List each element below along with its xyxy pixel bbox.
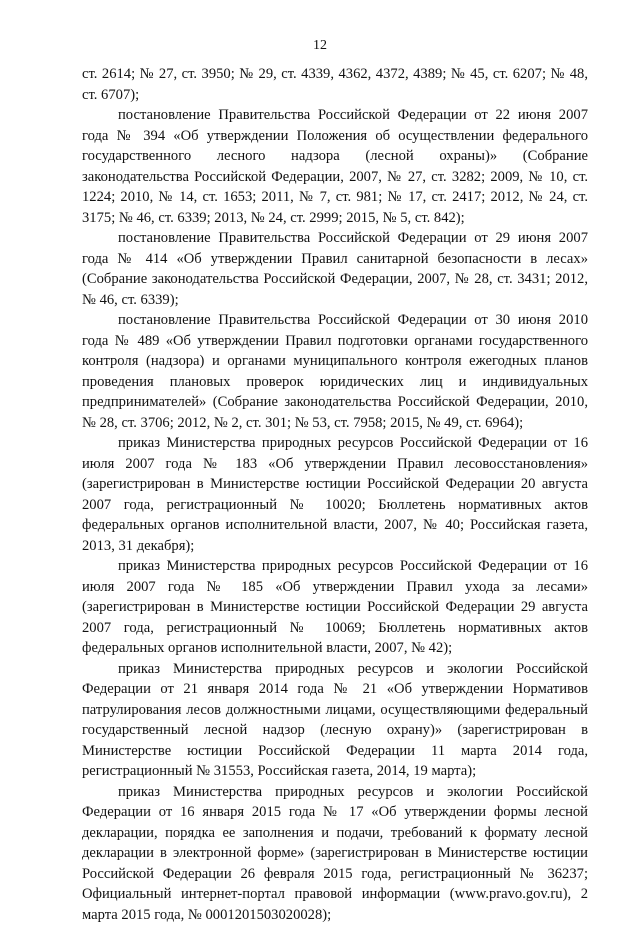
page-number: 12 bbox=[0, 38, 640, 54]
document-body bbox=[82, 64, 588, 925]
paragraph-decree-414: постановление Правительства Российской Федерации от 29 июня 2007 года № 414 «Об утверждении Правил санитарной безопасности в лесах» (Собрание законодательства Российской Федерации, 2007, № 28, ст. 3431; 2012, № 46, ст. 6339); bbox=[82, 228, 588, 310]
paragraph-order-17: приказ Министерства природных ресурсов и экологии Российской Федерации от 16 января 2015 года № 17 «Об утверждении формы лесной декларации, порядка ее заполнения и подачи, требований к формату лесной декларации в электронной форме» (зарегистрирован в Министерстве юстиции Российской Федерации 26 февраля 2015 года, регистрационный № 36237; Официальный интернет-портал правовой информации (www.pravo.gov.ru), 2 марта 2015 года, № 0001201503020028); bbox=[82, 782, 588, 925]
paragraph-order-185: приказ Министерства природных ресурсов Российской Федерации от 16 июля 2007 года № 185 «Об утверждении Правил ухода за лесами» (зарегистрирован в Министерстве юстиции Российской Федерации 29 августа 2007 года, регистрационный № 10069; Бюллетень нормативных актов федеральных органов исполнительной власти, 2007, № 42); bbox=[82, 556, 588, 659]
paragraph-order-21: приказ Министерства природных ресурсов и экологии Российской Федерации от 21 января 2014 года № 21 «Об утверждении Нормативов патрулирования лесов должностными лицами, осуществляющими федеральный государственный лесной надзор (лесную охрану)» (зарегистрирован в Министерстве юстиции Российской Федерации 11 марта 2014 года, регистрационный № 31553, Российская газета, 2014, 19 марта); bbox=[82, 659, 588, 782]
paragraph-order-183: приказ Министерства природных ресурсов Российской Федерации от 16 июля 2007 года № 183 «Об утверждении Правил лесовосстановления» (зарегистрирован в Министерстве юстиции Российской Федерации 20 августа 2007 года, регистрационный № 10020; Бюллетень нормативных актов федеральных органов исполнительной власти, 2007, № 40; Российская газета, 2013, 31 декабря); bbox=[82, 433, 588, 556]
paragraph-decree-394: постановление Правительства Российской Федерации от 22 июня 2007 года № 394 «Об утверждении Положения об осуществлении федерального государственного лесного надзора (лесной охраны)» (Собрание законодательства Российской Федерации, 2007, № 27, ст. 3282; 2009, № 10, ст. 1224; 2010, № 14, ст. 1653; 2011, № 7, ст. 981; № 17, ст. 2417; 2012, № 24, ст. 3175; № 46, ст. 6339; 2013, № 24, ст. 2999; 2015, № 5, ст. 842); bbox=[82, 105, 588, 228]
paragraph-continuation: ст. 2614; № 27, ст. 3950; № 29, ст. 4339, 4362, 4372, 4389; № 45, ст. 6207; № 48, ст. 6707); bbox=[82, 64, 588, 105]
paragraph-decree-489: постановление Правительства Российской Федерации от 30 июня 2010 года № 489 «Об утверждении Правил подготовки органами государственного контроля (надзора) и органами муниципального контроля ежегодных планов проведения плановых проверок юридических лиц и индивидуальных предпринимателей» (Собрание законодательства Российской Федерации, 2010, № 28, ст. 3706; 2012, № 2, ст. 301; № 53, ст. 7958; 2015, № 49, ст. 6964); bbox=[82, 310, 588, 433]
